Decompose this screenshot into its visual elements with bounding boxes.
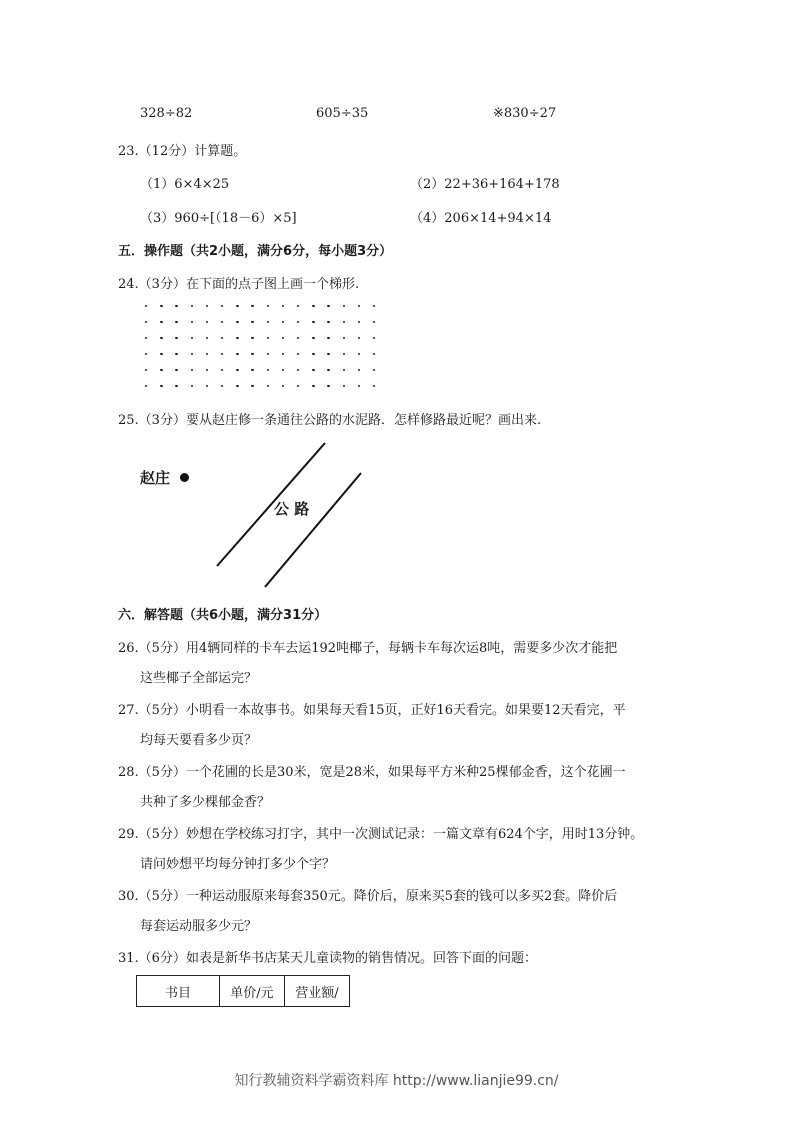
q26-line2: 这些椰子全部运完？ [140,671,258,686]
section-6-title: 六．解答题（共6小题，满分31分） [118,608,328,623]
q22-item-3: ※830÷27 [493,106,557,121]
q22-item-2: 605÷35 [316,106,369,121]
q29-line2: 请问妙想平均每分钟打多少个字？ [140,857,336,872]
q26-line1: 26.（5分）用4辆同样的卡车去运192吨椰子，每辆卡车每次运8吨，需要多少次才能把 [118,641,618,656]
q27-line2: 均每天要看多少页？ [140,733,258,748]
road-edge-lower [265,473,361,587]
q23-item-2: （2）22+36+164+178 [410,177,560,192]
q28-line2: 共种了多少棵郁金香？ [140,795,271,810]
road-label: 公 路 [274,500,310,518]
page-footer: 知行教辅资料学霸资料库 http://www.lianjie99.cn/ [234,1073,559,1089]
section-5-title: 五．操作题（共2小题，满分6分，每小题3分） [118,244,393,259]
q22-item-1: 328÷82 [140,106,193,121]
q23-item-3: （3）960÷[（18－6）×5] [140,211,297,226]
q30-line2: 每套运动服多少元？ [140,919,258,934]
table-row [137,976,350,1007]
q27-line1: 27.（5分）小明看一本故事书。如果每天看15页，正好16天看完。如果要12天看完，平 [118,703,626,718]
q29-line1: 29.（5分）妙想在学校练习打字，其中一次测试记录：一篇文章有624个字，用时13分钟。 [118,827,644,842]
village-label: 赵庄 [140,469,171,487]
q28-line1: 28.（5分）一个花圃的长是30米，宽是28米，如果每平方米种25棵郁金香，这个花圃一 [118,765,626,780]
q23-item-1: （1）6×4×25 [140,177,230,192]
q31-text: 31.（6分）如表是新华书店某天儿童读物的销售情况。回答下面的问题： [118,951,537,966]
table-header-book: 书目 [137,976,220,1007]
books-sales-table [136,975,350,1007]
q25-text: 25.（3分）要从赵庄修一条通往公路的水泥路．怎样修路最近呢？画出来. [118,413,542,428]
q30-line1: 30.（5分）一种运动服原来每套350元。降价后，原来买5套的钱可以多买2套。降价后 [118,889,618,904]
table-header-price: 单价/元 [220,976,285,1007]
table-header-revenue: 营业额/ [285,976,350,1007]
q23-item-4: （4）206×14+94×14 [410,211,552,226]
q24-text: 24.（3分）在下面的点子图上画一个梯形. [118,277,360,292]
q23-title: 23.（12分）计算题。 [118,144,247,159]
